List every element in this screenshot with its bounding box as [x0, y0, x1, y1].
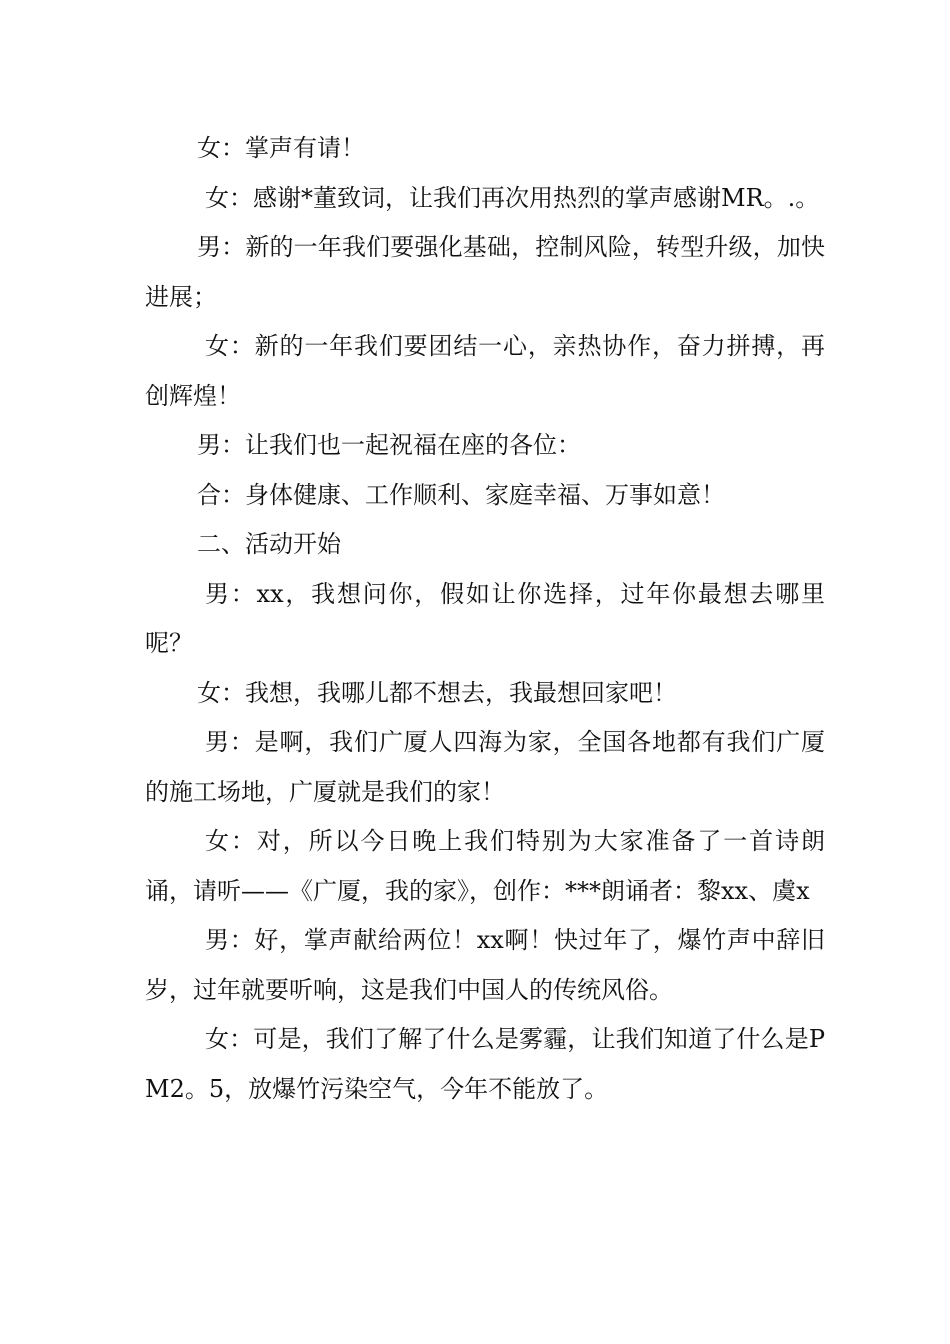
paragraph: 男：xx，我想问你，假如让你选择，过年你最想去哪里呢？: [145, 579, 825, 657]
paragraph: 女：掌声有请！: [197, 134, 365, 162]
paragraph: 女：感谢*董致词，让我们再次用热烈的掌声感谢MR。.。: [205, 183, 820, 212]
document-body: [145, 124, 825, 1114]
paragraph: 男：是啊，我们广厦人四海为家，全国各地都有我们广厦的施工场地，广厦就是我们的家！: [145, 728, 825, 806]
paragraph: 女：可是，我们了解了什么是雾霾，让我们知道了什么是PM2。5，放爆竹污染空气，今年不能放了。: [145, 1025, 825, 1103]
paragraph: 女：新的一年我们要团结一心，亲热协作，奋力拼搏，再创辉煌！: [145, 332, 825, 410]
section-heading: 二、活动开始: [197, 530, 341, 558]
paragraph: 男：让我们也一起祝福在座的各位：: [197, 431, 581, 459]
paragraph: 男：新的一年我们要强化基础，控制风险，转型升级，加快进展；: [145, 233, 825, 311]
paragraph: 男：好，掌声献给两位！xx啊！快过年了，爆竹声中辞旧岁，过年就要听响，这是我们中国人的传统风俗。: [145, 926, 825, 1004]
paragraph: 合：身体健康、工作顺利、家庭幸福、万事如意！: [197, 480, 725, 509]
paragraph: 女：对，所以今日晚上我们特别为大家准备了一首诗朗诵，请听——《广厦，我的家》，创作：***朗诵者：黎xx、虞x: [145, 827, 825, 905]
paragraph: 女：我想，我哪儿都不想去，我最想回家吧！: [197, 678, 677, 707]
